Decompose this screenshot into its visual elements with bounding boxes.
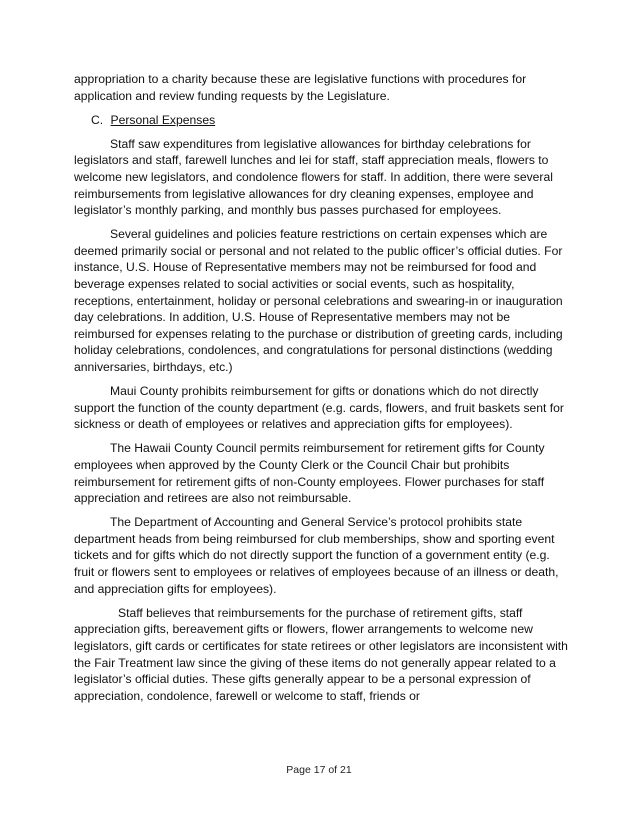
section-title: Personal Expenses <box>110 112 216 127</box>
paragraph-staff-expenditures: Staff saw expenditures from legislative allowances for birthday celebrations for legislators and staff, farewell lunches and lei for staff, staff appreciation meals, flowers to welcome new legislators, and condolence flowers for staff. In addition, there were several reimbursements from legislative allowances for dry cleaning expenses, employee and legislator’s monthly parking, and monthly bus passes purchased for employees. <box>74 136 553 218</box>
section-heading <box>91 112 572 129</box>
paragraph-hawaii-county: The Hawaii County Council permits reimbursement for retirement gifts for County employees when approved by the County Clerk or the Council Chair but prohibits reimbursement for retirement gifts of non-County employees. Flower purchases for staff appreciation and retirees are also not reimbursable. <box>74 441 545 506</box>
paragraph-continuation: appropriation to a charity because these are legislative functions with procedures for application and review funding requests by the Legislature. <box>74 72 527 103</box>
body-text <box>74 71 572 712</box>
paragraph-maui-county: Maui County prohibits reimbursement for gifts or donations which do not directly support the function of the county department (e.g. cards, flowers, and fruit baskets sent for sickness or death of employees or relatives and appreciation gifts for employees). <box>74 384 564 432</box>
page-number: Page 17 of 21 <box>286 764 352 776</box>
section-letter: C. <box>91 112 104 127</box>
paragraph-dags-protocol: The Department of Accounting and General Service’s protocol prohibits state department heads from being reimbursed for club memberships, show and sporting event tickets and for gifts which do not directly support the function of a government entity (e.g. fruit or flowers sent to employees or relatives of employees because of an illness or death, and appreciation gifts for employees). <box>74 515 559 596</box>
paragraph-staff-believes: Staff believes that reimbursements for the purchase of retirement gifts, staff appreciation gifts, bereavement gifts or flowers, flower arrangements to welcome new legislators, gift cards or certificates for state retirees or other legislators are inconsistent with the Fair Treatment law since the giving of these items do not generally appear related to a legislator’s official duties. These gifts generally appear to be a personal expression of appreciation, condolence, farewell or welcome to staff, friends or <box>74 605 568 703</box>
paragraph-guidelines: Several guidelines and policies feature restrictions on certain expenses which are deemed primarily social or personal and not related to the public officer’s official duties. For instance, U.S. House of Representative members may not be reimbursed for food and beverage expenses related to social activities or social events, such as hospitality, receptions, entertainment, holiday or personal celebrations and swearing-in or inauguration day celebrations. In addition, U.S. House of Representative members may not be reimbursed for expenses relating to the purchase or distribution of greeting cards, including holiday celebrations, condolences, and congratulations for personal distinctions (wedding anniversaries, birthdays, etc.) <box>74 227 563 374</box>
